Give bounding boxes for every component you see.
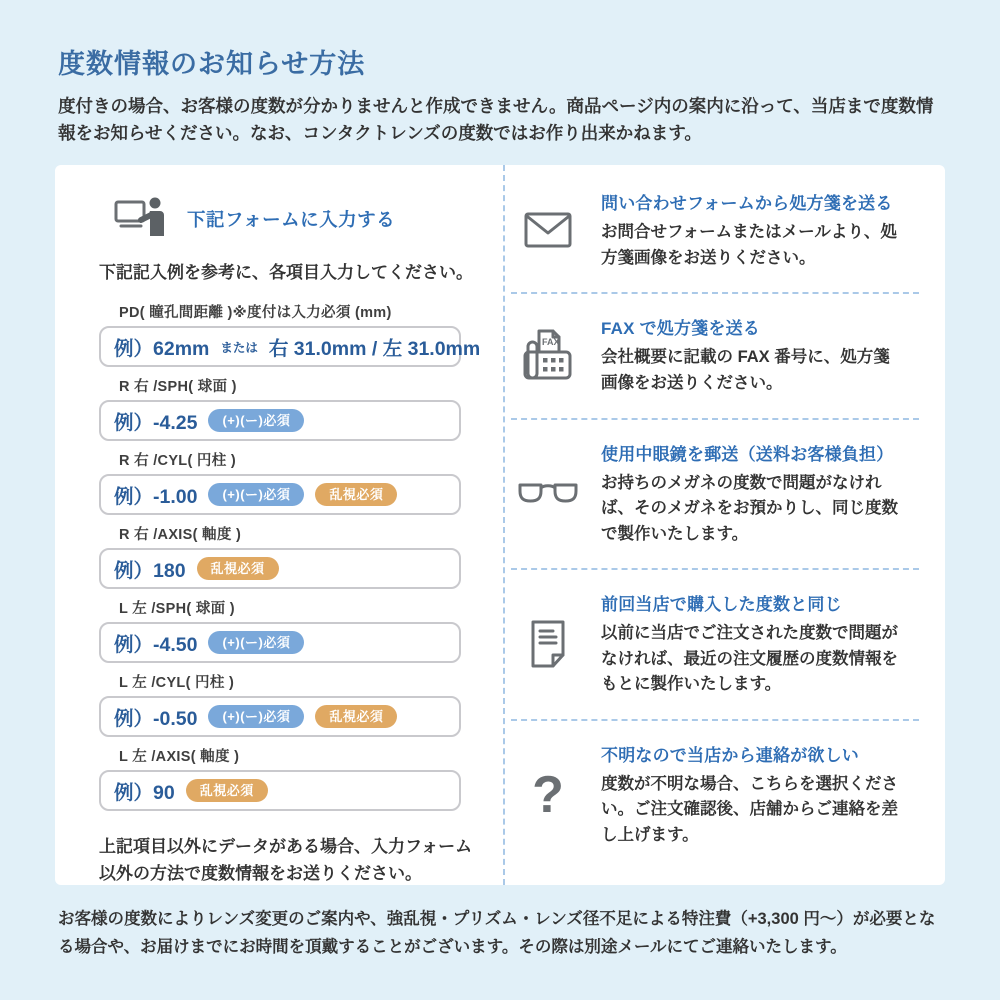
- field-example-box: [99, 400, 461, 441]
- example-value: 例）-1.00: [114, 485, 198, 508]
- method-fax: [511, 292, 919, 417]
- example-value: 例）180: [114, 559, 186, 582]
- method-heading: 問い合わせフォームから処方箋を送る: [601, 194, 893, 214]
- form-note: 上記項目以外にデータがある場合、入力フォーム以外の方法で度数情報をお送りください。: [99, 837, 473, 884]
- method-contact-form: [511, 169, 919, 292]
- astigmatism-required-badge: 乱視必須: [315, 705, 397, 728]
- plus-minus-required-badge: (+)(ー)必須: [208, 631, 304, 654]
- presenter-at-screen-icon: [113, 195, 169, 242]
- form-field-l-sph: [99, 597, 461, 663]
- field-label: PD( 瞳孔間距離 )※度付は入力必須 (mm): [119, 305, 392, 322]
- question-glyph: ?: [532, 765, 564, 824]
- method-heading: FAX で処方箋を送る: [601, 319, 760, 339]
- example-value: 例）-4.25: [114, 411, 198, 434]
- svg-text:FAX: FAX: [542, 337, 560, 348]
- page-title: 度数情報のお知らせ方法: [58, 49, 366, 79]
- field-example-box: [99, 474, 461, 515]
- field-label: R 右 /SPH( 球面 ): [119, 379, 237, 396]
- form-field-r-cyl: [99, 449, 461, 515]
- method-body: お持ちのメガネの度数で問題がなければ、そのメガネをお預かりし、同じ度数で製作いたします。: [601, 473, 898, 543]
- mail-icon: [511, 212, 585, 248]
- field-label: L 左 /AXIS( 軸度 ): [119, 749, 240, 766]
- form-field-r-sph: [99, 375, 461, 441]
- field-label: R 右 /AXIS( 軸度 ): [119, 527, 242, 544]
- method-content: [601, 440, 901, 548]
- question-icon: [511, 765, 585, 825]
- plus-minus-required-badge: (+)(ー)必須: [208, 409, 304, 432]
- form-field-l-cyl: [99, 671, 461, 737]
- method-body: 会社概要に記載の FAX 番号に、処方箋画像をお送りください。: [601, 348, 890, 392]
- form-field-r-axis: [99, 523, 461, 589]
- astigmatism-required-badge: 乱視必須: [186, 779, 268, 802]
- fax-icon: [511, 326, 585, 384]
- method-body: 以前に当店でご注文された度数で問題がなければ、最近の注文履歴の度数情報をもとに製作いたします。: [601, 624, 898, 694]
- form-field-pd: [99, 301, 481, 367]
- method-mail-glasses: [511, 418, 919, 569]
- field-example-box: [99, 548, 461, 589]
- method-content: [601, 314, 901, 396]
- method-heading: 不明なので当店から連絡が欲しい: [601, 745, 859, 765]
- method-heading: 前回当店で購入した度数と同じ: [601, 595, 842, 615]
- methods-card: [55, 165, 945, 885]
- form-field-l-axis: [99, 745, 461, 811]
- footer-note: お客様の度数によりレンズ変更のご案内や、強乱視・プリズム・レンズ径不足による特注費（+3,300 円〜）が必要となる場合や、お届けまでにお時間を頂戴することがございます。その際は別途メールにてご連絡いたします。: [58, 910, 936, 957]
- method-body: 度数が不明な場合、こちらを選択ください。ご注文確認後、店舗からご連絡を差し上げます。: [601, 774, 898, 844]
- example-connector: または: [220, 340, 258, 355]
- method-body: お問合せフォームまたはメールより、処方箋画像をお送りください。: [601, 223, 897, 267]
- form-header: [113, 195, 479, 242]
- example-value-extra: 右 31.0mm / 左 31.0mm: [268, 337, 481, 360]
- astigmatism-required-badge: 乱視必須: [315, 483, 397, 506]
- example-value: 例）-0.50: [114, 707, 198, 730]
- field-example-box: [99, 770, 461, 811]
- glasses-icon: [511, 480, 585, 506]
- method-previous-order: [511, 568, 919, 719]
- field-example-box: [99, 326, 481, 367]
- method-content: [601, 590, 901, 698]
- intro-text: 度付きの場合、お客様の度数が分かりませんと作成できません。商品ページ内の案内に沿って、当店まで度数情報をお知らせください。なお、コンタクトレンズの度数ではお作り出来かねます。: [58, 96, 934, 144]
- other-methods-column: [505, 165, 945, 885]
- form-example-column: [55, 165, 505, 885]
- field-label: R 右 /CYL( 円柱 ): [119, 453, 236, 470]
- field-example-box: [99, 696, 461, 737]
- method-contact-me: [511, 719, 919, 870]
- example-value: 例）-4.50: [114, 633, 198, 656]
- field-example-box: [99, 622, 461, 663]
- field-label: L 左 /SPH( 球面 ): [119, 601, 235, 618]
- method-heading: 使用中眼鏡を郵送（送料お客様負担）: [601, 444, 894, 464]
- astigmatism-required-badge: 乱視必須: [197, 557, 279, 580]
- example-value: 例）90: [114, 781, 175, 804]
- example-value: 例）62mm: [114, 337, 210, 360]
- plus-minus-required-badge: (+)(ー)必須: [208, 483, 304, 506]
- field-label: L 左 /CYL( 円柱 ): [119, 675, 235, 692]
- form-subtext: 下記記入例を参考に、各項目入力してください。: [99, 263, 473, 283]
- method-content: [601, 189, 901, 271]
- method-content: [601, 741, 901, 849]
- form-heading: 下記フォームに入力する: [187, 208, 396, 230]
- document-icon: [511, 619, 585, 669]
- plus-minus-required-badge: (+)(ー)必須: [208, 705, 304, 728]
